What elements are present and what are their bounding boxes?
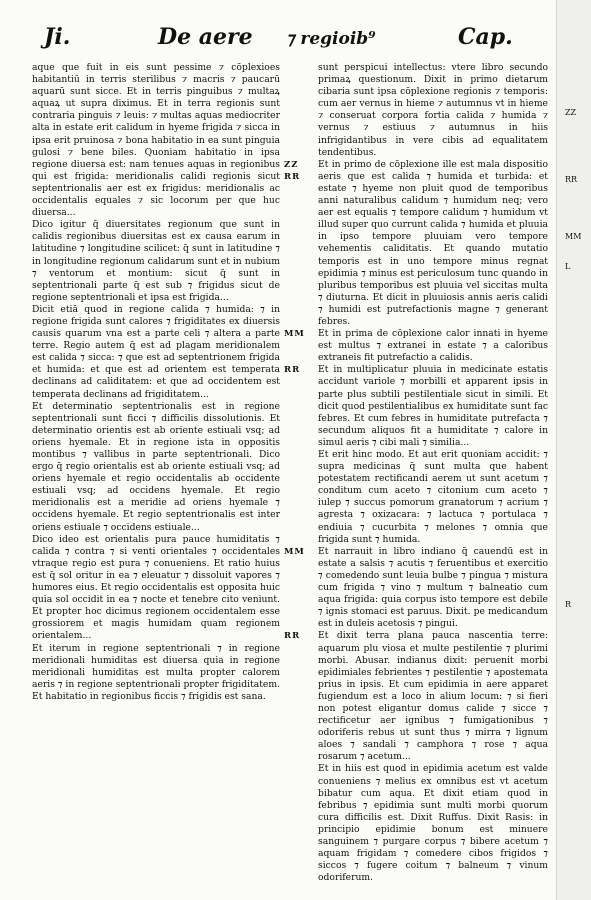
running-title-right: Cap.: [458, 24, 513, 50]
text-entry: [284, 545, 548, 631]
text-paragraph: aque que fuit in eis sunt pessime ⁊ cōplexioes habitantiū in terris sterilibus ⁊ macris ⁊ paucarū aquarū sunt sicce. Et in terris pinguibus ⁊ multaꝝ aquaꝝ ut supra diximus. Et in terra regionis sunt contraria pinguis ⁊ leuis: ⁊ multas aquas mediocriter alta in estate erit calidum in hyeme frigida ⁊ sicca in ipsa erit pruinosa ⁊ bona habitatio in ea sunt pinguia gulosi ⁊ bene biles. Quoniam habitatio in ipsa regione diuersa est: nam tenues aquas in regionibus qui est frigida: meridionalis calidi regionis sicut septentrionalis aer est ex frigidus: meridionalis ac occidentalis equales ⁊ sic locorum per que huc diuersa...: [32, 62, 280, 219]
text-paragraph: Et dixit terra plana pauca nascentia terre: aquarum plu viosa et multe pestilentie ⁊ plurimi morbi. Abusar. indianus dixit: peruenit morbi epidimiales febrientes ⁊ pestilentie ⁊ apostemata prius in ipsis. Et cum epidimia in aere apparet fugiendum est a loco in alium locum: ⁊ si fieri non potest eligantur domus calide ⁊ sicce ⁊ rectificetur aer ignibus ⁊ fumigationibus ⁊ odoriferis rebus ut sunt thus ⁊ mirra ⁊ lignum aloes ⁊ sandali ⁊ camphora ⁊ rose ⁊ aqua rosarum ⁊ acetum...: [318, 630, 548, 763]
text-paragraph: Et determinatio septentrionalis est in regione septentrionali sunt ficci ⁊ difficilis dissolutionis. Et determinatio orientis est ab oriente estiuali vsq; ad oriens hyemale. Et in regione ista in oppositis montibus ⁊ vallibus in parte septentrionali. Dico ergo q̄ regio orientalis est ab oriente estiuali vsq; ad oriens hyemale et regio occidentalis ab occidente estiuali vsq; ad occidens hyemale. Et regio meridionalis est a meridie ad oriens hyemale ⁊ occidens hyemale. Et regio septentrionalis est inter oriens estiuale ⁊ occidens estiuale...: [32, 400, 280, 533]
running-title-left: De aere: [158, 24, 253, 50]
text-paragraph: Et in hiis est quod in epidimia acetum est valde conueniens ⁊ melius ex omnibus est vt acetum bibatur cum aqua. Et dixit etiam quod in febribus ⁊ epidimia sunt multi morbi quorum cura difficilis est. Dixit Ruffus. Dixit Rasis: in principio epidimie bonum est minuere sanguinem ⁊ purgare corpus ⁊ bibere acetum ⁊ aquam frigidam ⁊ comedere cibos frigidos ⁊ siccos ⁊ fugere coitum ⁊ balneum ⁊ vinum odoriferum.: [318, 763, 548, 884]
text-paragraph: Et in prima de cōplexione calor innati in hyeme est multus ⁊ extranei in estate ⁊ a caloribus extraneis fit putrefactio a calidis.: [318, 328, 548, 364]
edge-marker: R: [565, 600, 572, 609]
text-entry: [284, 364, 548, 545]
edge-marker: RR: [565, 175, 578, 184]
text-entry: [284, 328, 548, 364]
text-paragraph: Et erit hinc modo. Et aut erit quoniam accidit: ⁊ supra medicinas q̄ sunt multa que habent potestatem rectificandi aerem ut sunt acetum ⁊ conditum cum aceto ⁊ citonium cum aceto ⁊ iulep ⁊ succus pomorum granatorum ⁊ acrium ⁊ agresta ⁊ oxizacara: ⁊ lactuca ⁊ portulaca ⁊ endiuia ⁊ cucurbita ⁊ melones ⁊ omnia que frigida sunt ⁊ humida.: [318, 449, 548, 545]
text-paragraph: Et in multiplicatur pluuia in medicinate estatis accidunt variole ⁊ morbilli et apparent ipsis in parte plus subtili pestilentiale sicut in simili. Et dicit quod pestilentialibus ex humiditate sunt fac febres. Et cum febres in humiditate putrefacta ⁊ secundum aliquos fit a humiditate ⁊ calore in simul aeris ⁊ cibi mali ⁊ similia...: [318, 364, 548, 448]
left-text-column: [32, 62, 280, 880]
text-entry: [318, 62, 548, 159]
text-paragraph: Dico igitur q̄ diuersitates regionum que sunt in calidis regionibus diuersitas est ex causa earum in latitudine ⁊ longitudine scilicet: q̄ sunt in latitudine ⁊ in longitudine regionum calidarum sunt et in nubium ⁊ ventorum et montium: sicut q̄ sunt in septentrionali parte q̄ est sub ⁊ frigidus sicut de regione septentrionali et ipsa est frigida...: [32, 219, 280, 303]
text-paragraph: Et iterum in regione septentrionali ⁊ in regione meridionali humiditas est diuersa quia in regione meridionali humiditas est multa propter calorem aeris ⁊ in regione septentrionali propter frigiditatem. Et habitatio in regionibus ficcis ⁊ frigidis est sana.: [32, 642, 280, 702]
text-paragraph: Dicit etiā quod in regione calida ⁊ humida: ⁊ in regione frigida sunt calores ⁊ frigiditates ex diuersis causis quarum vna est a parte celi ⁊ altera a parte terre. Regio autem q̄ est ad plagam meridionalem est calida ⁊ sicca: ⁊ que est ad septentrionem frigida et humida: et que est ad orientem est temperata declinans ad caliditatem: et que ad occidentem est temperata declinans ad frigiditatem...: [32, 303, 280, 400]
page-header: [28, 24, 528, 58]
margin-marker: RR: [284, 631, 301, 642]
adjacent-page-edge: [556, 0, 591, 900]
text-entry: [284, 630, 548, 884]
margin-marker: MM: [284, 329, 305, 340]
text-paragraph: Et in primo de cōplexione ille est mala dispositio aeris que est calida ⁊ humida et turbida: et estate ⁊ hyeme non pluit quod de temporibus anni naturalibus calidum ⁊ humidum neq; vero aer est equalis ⁊ tempore calidum ⁊ humidum vt illud super quo currunt calida ⁊ humida et pluuia in ipso tempore pluuiam vero tempore vehementis caliditatis. Et quando mutatio temporis est in uno tempore minus regnat epidimia ⁊ minus est periculosum tunc quando in pluribus temporibus est pluuia vel siccitas multa ⁊ diuturna. Et dicit in pluuiosis annis aeris calidi ⁊ humidi est putrefactionis magne ⁊ generant febres.: [318, 158, 548, 327]
margin-marker: RR: [284, 365, 301, 376]
running-title-middle: ⁊ regioib⁹: [286, 29, 376, 49]
margin-marker: ZZ RR: [284, 159, 301, 182]
text-paragraph: Et narrauit in libro indiano q̄ cauendū est in estate a salsis ⁊ acutis ⁊ feruentibus et exercitio ⁊ comedendo sunt leuia bulbe ⁊ pingua ⁊ mistura cum frigida ⁊ vino ⁊ multum ⁊ balneatio cum aqua frigida: quia corpus isto tempore est debile ⁊ ignis stomaci est paruus. Dixit. pe medicandum est in duleis acetosis ⁊ pingui.: [318, 545, 548, 630]
edge-marker: L: [565, 262, 571, 271]
folio-number: Ji.: [44, 24, 71, 50]
text-paragraph: Dico ideo est orientalis pura pauce humiditatis ⁊ calida ⁊ contra ⁊ si venti orientales ⁊ occidentales vtraque regio est pura ⁊ conueniens. Et ratio huius est q̄ sol oritur in ea ⁊ eleuatur ⁊ dissoluit vapores ⁊ humores eius. Et regio occidentalis est opposita huic quia sol occidit in ea ⁊ nocte et tenebre cito veniunt. Et propter hoc dicimus regionem occidentalem esse grossiorem et magis humidam quam regionem orientalem...: [32, 533, 280, 642]
text-entry: [284, 158, 548, 328]
edge-marker: ZZ: [565, 108, 577, 117]
edge-marker: MM: [565, 232, 582, 241]
right-text-column: [284, 62, 548, 884]
margin-marker: MM: [284, 546, 305, 557]
text-paragraph: sunt perspicui intellectus: vtere libro secundo primaꝝ questionum. Dixit in primo dietarum cibaria sunt ipsa cōplexione regionis ⁊ temporis: cum aer vernus in hieme ⁊ autumnus vt in hieme ⁊ conseruat corpora fortia calida ⁊ humida ⁊ vernus ⁊ estiuus ⁊ autumnus in hiis infrigidantibus in vere cibis ad equalitatem tendentibus.: [318, 62, 548, 158]
